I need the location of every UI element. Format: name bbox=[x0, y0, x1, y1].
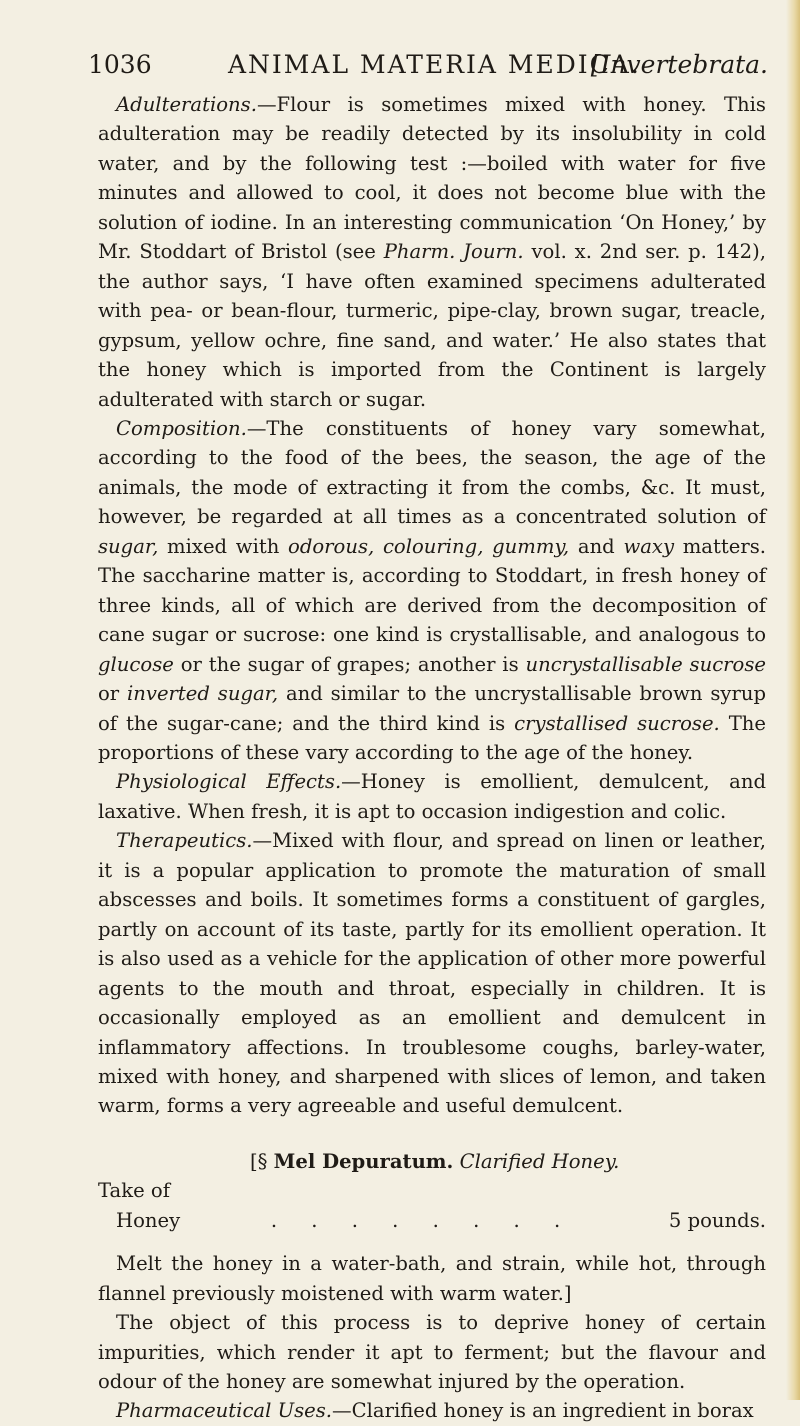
term: odorous, colouring, gummy, bbox=[288, 534, 570, 558]
text: mixed with bbox=[158, 534, 289, 558]
recipe-heading bbox=[98, 1147, 766, 1176]
term: inverted sugar, bbox=[127, 682, 279, 706]
paragraph-physiological-effects bbox=[98, 767, 766, 826]
heading-physiological-effects: Physiological Effects. bbox=[116, 770, 342, 794]
text: —Mixed with flour, and spread on linen or leather, it is a popular application to promote the maturation of small abscesses and boils. It sometimes forms a constituent of gargles, partly on account of its taste, partly for its emollient operation. It is also used as a vehicle for the application of other more powerful agents to the mouth and throat, especially in children. It is occasionally employed as an emollient and demulcent in inflammatory affections. In troublesome coughs, barley-water, mixed with honey, and sharpened with slices of lemon, and taken warm, forms a very agreeable and useful demulcent. bbox=[98, 829, 766, 1118]
paragraph-object: The object of this process is to deprive honey of certain impurities, which render it apt to ferment; but the flavour and odour of the honey are somewhat injured by the operation. bbox=[98, 1311, 766, 1394]
paragraph-composition bbox=[98, 414, 766, 767]
term: glucose bbox=[98, 652, 174, 676]
ingredient-line bbox=[98, 1206, 766, 1235]
text: The proportions of these vary according to the age of the honey. bbox=[98, 711, 767, 764]
text: and bbox=[569, 534, 624, 558]
term: crystallised sucrose. bbox=[514, 711, 720, 735]
text: or the sugar of grapes; another is bbox=[173, 652, 526, 676]
text: or bbox=[98, 682, 127, 706]
text: —The constituents of honey vary somewhat, according to the food of the bees, the season, the age of the animals, the mode of extracting it from the combs, &c. It must, however, be regarded at all times as a concentrated solution of bbox=[98, 416, 766, 529]
journal-reference: Pharm. Journ. bbox=[383, 240, 524, 264]
text: matters. The saccharine matter is, according to Stoddart, in fresh honey of three kinds, all of which are derived from the decomposition of cane sugar or sucrose: one kind is crystallisable, and analogous to bbox=[98, 534, 766, 647]
term: uncrystallisable sucrose bbox=[525, 652, 766, 676]
text: —Honey is emollient, demulcent, and laxative. When fresh, it is apt to occasion indigestion and colic. bbox=[98, 770, 766, 823]
paragraph-pharmaceutical-uses bbox=[98, 1396, 766, 1425]
term: sugar, bbox=[98, 534, 159, 558]
ingredient-amount: 5 pounds. bbox=[668, 1208, 766, 1232]
running-title: ANIMAL MATERIA MEDICA. bbox=[228, 50, 641, 79]
heading-therapeutics: Therapeutics. bbox=[116, 829, 253, 853]
heading-adulterations: Adulterations. bbox=[116, 93, 257, 116]
text: vol. x. 2nd ser. p. 142), the author says, ‘I have often examined specimens adulterated with pea- or bean-flour, turmeric, pipe-clay, brown sugar, treacle, gypsum, yellow ochre, fine sand, and water.’ He also states that the honey which is imported from the Continent is largely adulterated with starch or sugar. bbox=[98, 240, 766, 411]
recipe-english-name: Clarified Honey. bbox=[459, 1149, 620, 1173]
ingredient-name: Honey bbox=[116, 1208, 181, 1232]
text: —Clarified honey is an ingredient in borax bbox=[332, 1399, 754, 1423]
paragraph-adulterations bbox=[98, 90, 766, 414]
page-edge bbox=[786, 0, 800, 1400]
recipe-method: Melt the honey in a water-bath, and strain, while hot, through flannel previously moistened with warm water.] bbox=[98, 1252, 766, 1305]
leader-dots: . . . . . . . . bbox=[270, 1208, 575, 1232]
recipe-name: Mel Depuratum. bbox=[273, 1149, 454, 1173]
heading-pharmaceutical-uses: Pharmaceutical Uses. bbox=[116, 1399, 333, 1423]
term: waxy bbox=[623, 534, 675, 558]
heading-composition: Composition. bbox=[116, 416, 247, 440]
paragraph-therapeutics bbox=[98, 826, 766, 1121]
page-number: 1036 bbox=[88, 50, 152, 79]
text: —Flour is sometimes mixed with honey. This adulteration may be readily detected by its insolubility in cold water, and by the following test :—boiled with water for five minutes and allowed to cool, it does not become blue with the solution of iodine. In an interesting communication ‘On Honey,’ by Mr. Stoddart of Bristol (see bbox=[98, 93, 766, 264]
text: and similar to the uncrystallisable brown syrup of the sugar-cane; and the third kind is bbox=[98, 682, 766, 735]
running-header bbox=[88, 50, 768, 84]
page-body bbox=[98, 90, 766, 1426]
take-of: Take of bbox=[98, 1179, 170, 1203]
bracket: [§ bbox=[250, 1149, 274, 1173]
section-label: [Invertebrata. bbox=[590, 50, 768, 79]
